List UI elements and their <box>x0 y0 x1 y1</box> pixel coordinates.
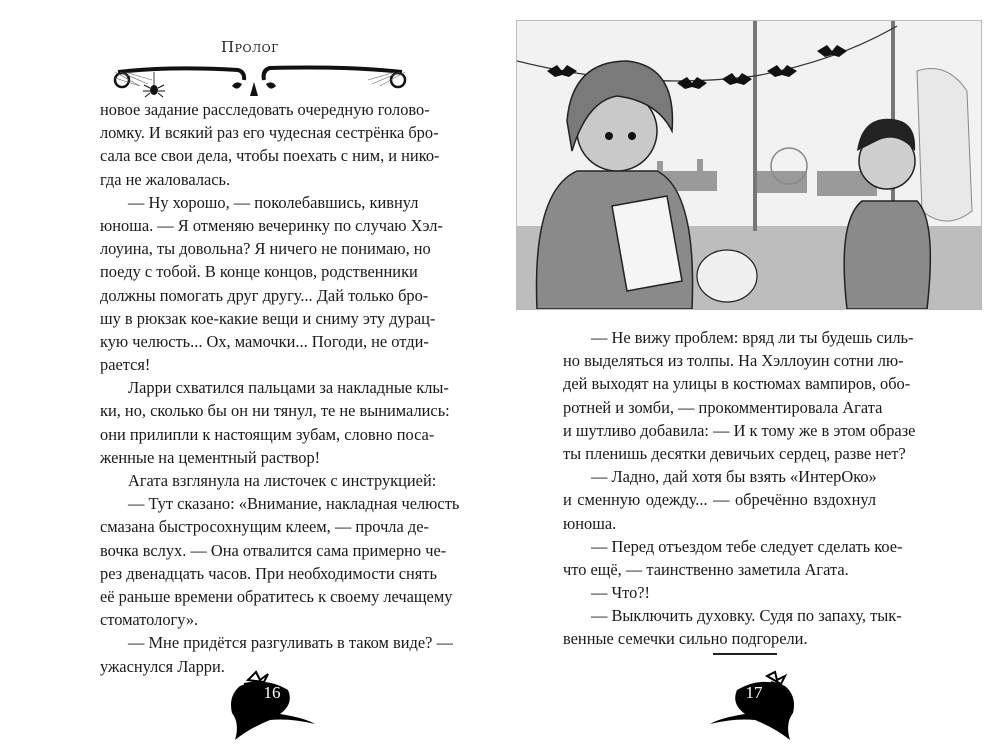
text-line-content: Агата взглянула на листочек с инструкцией: <box>128 471 437 490</box>
text-line-content: женные на цементный раствор! <box>100 447 321 467</box>
text-line <box>100 144 440 167</box>
text-line-content: сала все свои дела, чтобы поехать с ним, и нико- <box>100 146 440 166</box>
text-line-content: юноша. <box>563 513 617 533</box>
text-line-content: дей выходят на улицы в костюмах вампиров, обо- <box>563 374 911 394</box>
text-line-content: стоматологу». <box>100 610 199 630</box>
text-line-content: и шутливо добавила: — И к тому же в этом образе <box>563 420 916 440</box>
text-line <box>563 465 876 488</box>
text-line <box>563 419 916 442</box>
text-line <box>563 326 914 349</box>
text-line <box>100 191 419 214</box>
text-line-content: кую челюсть... Ох, мамочки... Погоди, не отди- <box>100 331 429 351</box>
left-page <box>0 0 500 751</box>
text-line-content: рается! <box>100 355 151 375</box>
detective-hat-icon <box>210 668 320 748</box>
text-line <box>100 492 460 515</box>
text-line <box>100 399 450 422</box>
text-line-content: — Не вижу проблем: вряд ли ты будешь силь- <box>591 328 914 347</box>
text-line <box>100 539 447 562</box>
text-line <box>563 627 876 650</box>
text-line <box>100 98 430 121</box>
text-line <box>563 372 911 395</box>
text-line <box>100 376 449 399</box>
text-line <box>563 581 876 604</box>
page-number: 17 <box>745 683 763 702</box>
text-line-content: гда не жаловалась. <box>100 169 231 189</box>
text-line-content: шу в рюкзак кое-какие вещи и сниму эту дурац- <box>100 308 436 328</box>
text-line <box>563 558 876 581</box>
text-line <box>100 330 429 353</box>
text-line <box>100 585 453 608</box>
text-line <box>100 214 443 237</box>
text-line <box>100 307 436 330</box>
text-line <box>100 353 413 376</box>
section-end-rule <box>713 653 777 655</box>
text-line <box>563 488 876 511</box>
text-line <box>563 604 902 627</box>
page-number-badge <box>705 668 815 748</box>
text-line-content: — Мне придётся разгуливать в таком виде? — <box>128 633 453 653</box>
text-line <box>100 237 431 260</box>
text-line-content: вочка вслух. — Она отвалится сама примерно че- <box>100 540 447 560</box>
page-number-badge <box>210 668 320 748</box>
text-line-content: — Перед отъездом тебе следует сделать кое- <box>591 536 903 556</box>
detective-hat-icon <box>705 668 815 748</box>
text-line <box>563 396 883 419</box>
left-page-body-text <box>100 98 460 678</box>
text-line <box>100 284 429 307</box>
text-line <box>100 469 437 492</box>
text-line <box>100 631 453 654</box>
text-line-content: поеду с тобой. В конце концов, родственники <box>100 262 418 282</box>
text-line-content: Ларри схватился пальцами за накладные клы- <box>128 378 449 398</box>
text-line-content: её раньше времени обратитесь к своему лечащему <box>100 586 453 606</box>
text-line <box>100 168 413 191</box>
page-number: 16 <box>263 683 281 702</box>
text-line-content: что ещё, — таинственно заметила Агата. <box>563 559 849 579</box>
text-line-content: — Ну хорошо, — поколебавшись, кивнул <box>128 192 419 212</box>
text-line-content: они прилипли к настоящим зубам, словно поса- <box>100 424 435 444</box>
text-line <box>100 562 437 585</box>
text-line-content: но выделяться из толпы. На Хэллоуин сотни лю- <box>563 351 904 371</box>
cobweb-ornament-divider <box>110 58 410 98</box>
text-line-content: — Ладно, дай хотя бы взять «ИнтерОко» <box>591 467 877 487</box>
text-line-content: юноша. — Я отменяю вечеринку по случаю Хэл- <box>100 215 443 235</box>
text-line-content: должны помогать друг другу... Дай только бро- <box>100 285 429 305</box>
ghost-decoration <box>917 69 972 222</box>
text-line-content: ротней и зомби, — прокомментировала Агата <box>563 397 883 417</box>
text-line <box>563 349 904 372</box>
text-line-content: новое задание расследовать очередную голово- <box>100 100 430 119</box>
text-line <box>100 515 429 538</box>
text-line <box>100 423 435 446</box>
text-line <box>100 260 418 283</box>
text-line <box>563 535 903 558</box>
text-line-content: и сменную одежду... — обречённо вздохнул <box>563 490 876 510</box>
right-page-body-text <box>563 326 916 651</box>
text-line-content: — Тут сказано: «Внимание, накладная челюсть <box>128 494 460 514</box>
text-line <box>100 121 439 144</box>
text-line-content: рез двенадцать часов. При необходимости снять <box>100 563 437 583</box>
text-line-content: ты пленишь десятки девичьих сердец, разве нет? <box>563 443 906 463</box>
text-line-content: — Что?! <box>591 583 651 603</box>
text-line-content: ломку. И всякий раз его чудесная сестрёнка бро- <box>100 123 439 143</box>
text-line-content: — Выключить духовку. Судя по запаху, тык- <box>591 606 902 626</box>
text-line-content: смазана быстросохнущим клеем, — прочла де- <box>100 517 429 537</box>
text-line-content: ки, но, сколько бы он ни тянул, те не вынимались: <box>100 401 450 421</box>
text-line-content: лоуина, ты довольна? Я ничего не понимаю, но <box>100 239 431 259</box>
text-line <box>100 446 413 469</box>
text-line-content: венные семечки сильно подгорели. <box>563 629 808 649</box>
spider-icon <box>143 85 165 97</box>
running-head: Пролог <box>221 38 279 56</box>
chapter-illustration <box>516 20 982 310</box>
text-line <box>563 442 906 465</box>
cat-character <box>697 250 757 302</box>
text-line <box>100 608 413 631</box>
text-line <box>563 512 876 535</box>
halloween-scene-illustration <box>517 21 981 309</box>
text-line-content: ужаснулся Ларри. <box>100 656 225 676</box>
